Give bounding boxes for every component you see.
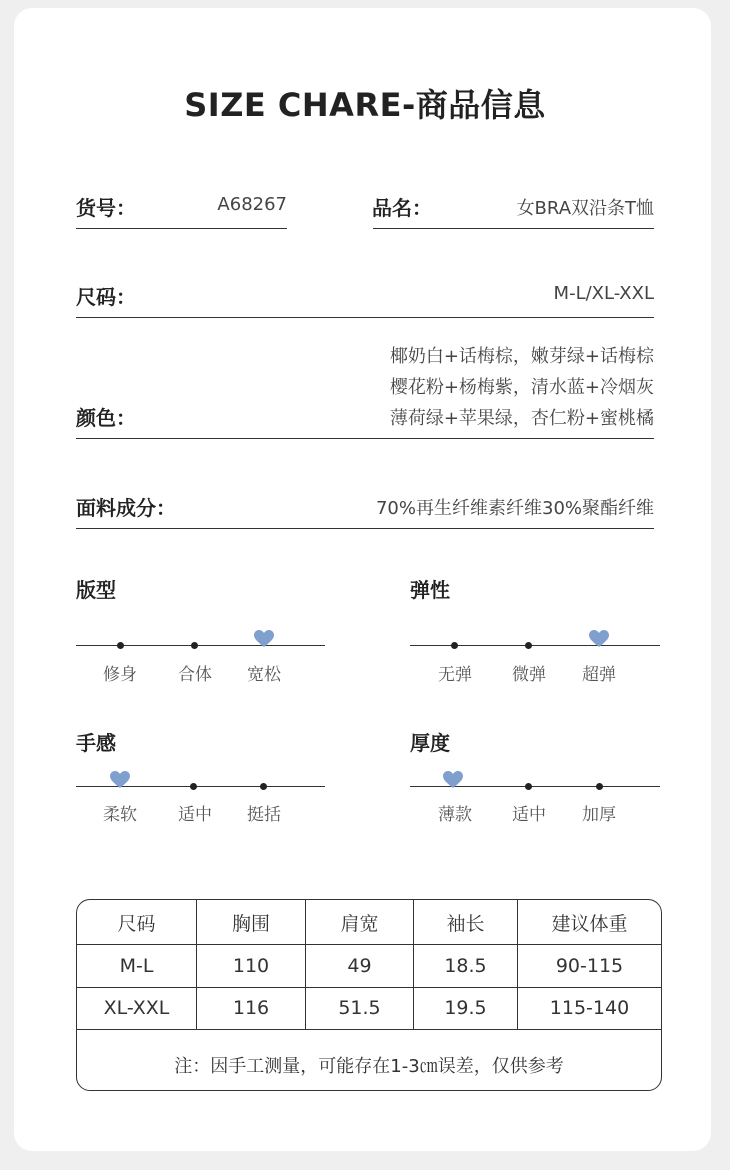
dot-icon <box>190 783 197 790</box>
color-line-1: 椰奶白+话梅棕，嫩芽绿+话梅棕 <box>389 346 654 367</box>
size-label: 尺码： <box>76 285 136 309</box>
measurement-note: 注：因手工测量，可能存在1-3㎝误差，仅供参考 <box>174 1056 564 1077</box>
table-header-cell: 尺码 <box>77 900 197 944</box>
dot-icon <box>191 642 198 649</box>
table-row <box>77 944 661 988</box>
table-header-cell: 建议体重 <box>551 912 628 935</box>
table-cell: 19.5 <box>414 987 518 1029</box>
heart-icon <box>110 771 130 789</box>
elasticity-scale-line <box>410 645 660 646</box>
product-name-value: 女BRA双沿条T恤 <box>516 198 654 219</box>
color-divider <box>76 438 654 439</box>
table-header-cell: 肩宽 <box>306 900 414 944</box>
dot-icon <box>451 642 458 649</box>
thickness-option-1: 薄款 <box>438 805 472 825</box>
color-line-3: 薄荷绿+苹果绿，杏仁粉+蜜桃橘 <box>389 408 654 429</box>
thickness-option-3: 加厚 <box>582 805 616 825</box>
table-cell: 116 <box>197 987 306 1029</box>
fabric-label: 面料成分： <box>76 496 176 520</box>
size-divider <box>76 317 654 318</box>
fit-scale-line <box>76 645 325 646</box>
feel-option-2: 适中 <box>178 805 212 825</box>
size-table <box>76 899 662 1091</box>
elasticity-option-2: 微弹 <box>512 665 546 685</box>
product-name-divider <box>373 228 654 229</box>
table-cell: 115-140 <box>549 997 630 1019</box>
feel-scale-title: 手感 <box>76 731 116 755</box>
thickness-scale-title: 厚度 <box>410 731 450 755</box>
table-cell: 110 <box>197 944 306 987</box>
dot-icon <box>525 642 532 649</box>
feel-option-1: 柔软 <box>103 805 137 825</box>
color-label: 颜色： <box>76 406 136 430</box>
table-cell: 18.5 <box>414 944 518 987</box>
fit-option-2: 合体 <box>178 665 212 685</box>
table-header-cell: 袖长 <box>414 900 518 944</box>
heart-icon <box>589 630 609 648</box>
table-cell: 51.5 <box>306 987 414 1029</box>
product-name-label: 品名： <box>372 196 432 220</box>
dot-icon <box>117 642 124 649</box>
color-line-2: 樱花粉+杨梅紫，清水蓝+冷烟灰 <box>389 377 654 398</box>
elasticity-option-3: 超弹 <box>582 665 616 685</box>
heart-icon <box>443 771 463 789</box>
table-cell: 90-115 <box>555 954 624 977</box>
elasticity-scale-title: 弹性 <box>410 578 450 602</box>
table-row <box>77 987 661 1030</box>
table-cell: M-L <box>77 944 197 987</box>
fit-option-1: 修身 <box>103 665 137 685</box>
feel-option-3: 挺括 <box>247 805 281 825</box>
dot-icon <box>596 783 603 790</box>
dot-icon <box>260 783 267 790</box>
dot-icon <box>525 783 532 790</box>
thickness-option-2: 适中 <box>512 805 546 825</box>
table-header-cell: 胸围 <box>197 900 306 944</box>
item-no-divider <box>76 228 287 229</box>
fit-scale-title: 版型 <box>76 578 116 602</box>
table-header-row <box>77 900 661 945</box>
table-cell: 49 <box>306 944 414 987</box>
item-no-value: A68267 <box>217 194 287 215</box>
fit-option-3: 宽松 <box>247 665 281 685</box>
fabric-value: 70%再生纤维素纤维30%聚酯纤维 <box>375 498 654 519</box>
table-cell: XL-XXL <box>77 987 197 1029</box>
elasticity-option-1: 无弹 <box>438 665 472 685</box>
heart-icon <box>254 630 274 648</box>
size-value: M-L/XL-XXL <box>553 283 654 304</box>
item-no-label: 货号： <box>76 196 136 220</box>
fabric-divider <box>76 528 654 529</box>
page-title: SIZE CHARE-商品信息 <box>184 86 546 124</box>
